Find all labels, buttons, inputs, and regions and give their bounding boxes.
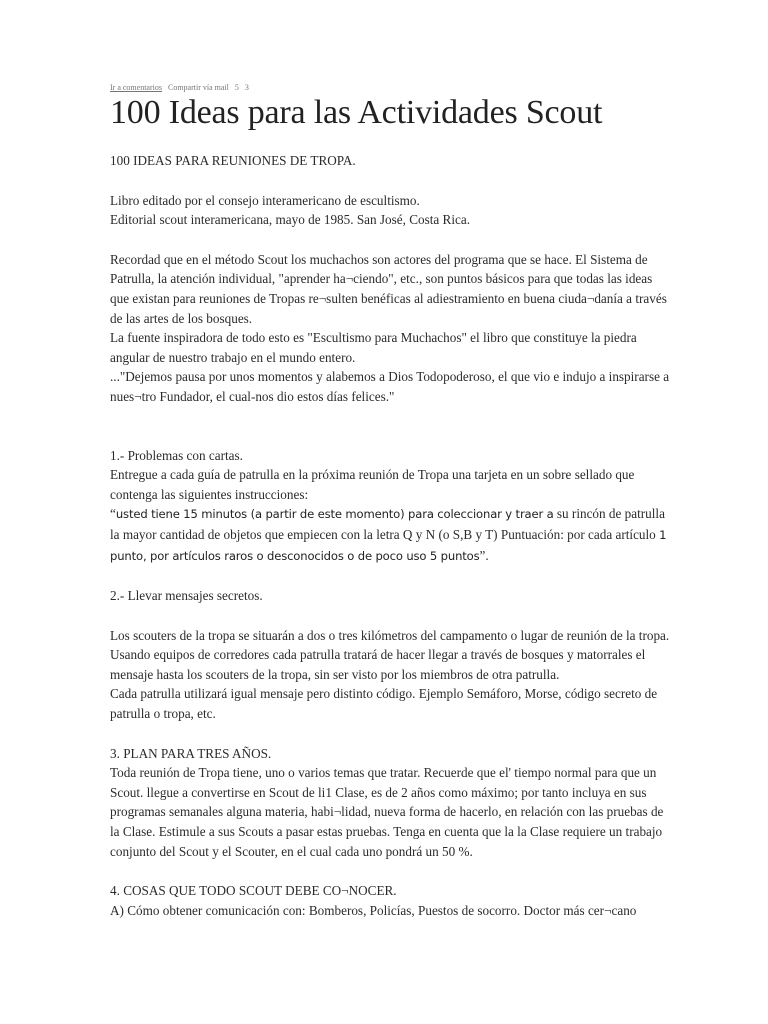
share-mail-link[interactable]: Compartir vía mail [167, 83, 229, 92]
section-2-paragraph-2: Usando equipos de corredores cada patrulla tratará de hacer llegar a través de bosques y matorrales el mensaje hasta los scouters de la tropa, sin ser visto por los miembros de otra patrulla. [110, 647, 646, 682]
section-1-instructions [110, 504, 670, 566]
page-title: 100 Ideas para las Actividades Scout [110, 94, 603, 131]
quote-close: ”. [479, 547, 489, 563]
section-1-paragraph: Entregue a cada guía de patrulla en la próxima reunión de Tropa una tarjeta en un sobre sellado que contenga las siguientes instrucciones: [110, 467, 635, 502]
section-2-heading: 2.- Llevar mensajes secretos. [110, 588, 263, 604]
count-b: 3 [244, 83, 249, 92]
section-2-paragraph-3: Cada patrulla utilizará igual mensaje pero distinto código. Ejemplo Semáforo, Morse, código secreto de patrulla o tropa, etc. [110, 686, 658, 722]
publication-line-2: Editorial scout interamericana, mayo de 1985. San José, Costa Rica. [110, 212, 470, 228]
intro-paragraph-2: La fuente inspiradora de todo esto es "Escultismo para Muchachos" el libro que constituye la piedra angular de nuestro trabajo en el mundo entero. [110, 330, 637, 365]
section-3-heading: 3. PLAN PARA TRES AÑOS. [110, 745, 272, 761]
instruction-text-3: 1 punto, por artículos raros o desconocidos o de poco uso 5 puntos [110, 527, 667, 563]
count-a: 5 [234, 83, 239, 92]
comments-link[interactable]: Ir a comentarios [110, 83, 162, 92]
subtitle: 100 IDEAS PARA REUNIONES DE TROPA. [110, 153, 356, 168]
section-4-heading: 4. COSAS QUE TODO SCOUT DEBE CO¬NOCER. [110, 883, 397, 899]
section-4-paragraph: A) Cómo obtener comunicación con: Bomberos, Policías, Puestos de socorro. Doctor más cer¬cano [110, 902, 637, 918]
intro-paragraph-3: ..."Dejemos pausa por unos momentos y alabemos a Dios Todopoderoso, el que vio e indujo a inspirarse a nues¬tro Fundador, el cual-nos dio estos días felices." [110, 369, 670, 404]
article-body [110, 151, 670, 920]
section-1-heading: 1.- Problemas con cartas. [110, 447, 243, 463]
section-3-paragraph: Toda reunión de Tropa tiene, uno o varios temas que tratar. Recuerde que el' tiempo normal para que un Scout. llegue a convertirse en Scout de li1 Clase, es de 2 años como máximo; por tanto incluya en sus programas semanales alguna materia, habi¬lidad, nueva forma de hacerlo, en relación con las pruebas de la Clase. Estimule a sus Scouts a pasar estas pruebas. Tenga en cuenta que la la Clase requiere un trabajo conjunto del Scout y el Scouter, en el cual cada uno pondrá un 50 %. [110, 765, 664, 859]
article-toolbar [110, 83, 249, 92]
publication-line-1: Libro editado por el consejo interamericano de escultismo. [110, 192, 420, 208]
intro-paragraph-1: Recordad que en el método Scout los muchachos son actores del programa que se hace. El Sistema de Patrulla, la atención individual, "aprender ha¬ciendo", etc., son puntos básicos para que todas las ideas que existan para reuniones de Tropas re¬sulten benéficas al adiestramiento en buena ciuda¬danía a través de las artes de los bosques. [110, 251, 667, 326]
instruction-text-1: usted tiene 15 minutos (a partir de este momento) para coleccionar y traer a [115, 507, 554, 522]
quote-open: “ [110, 506, 116, 522]
section-2-paragraph-1: Los scouters de la tropa se situarán a dos o tres kilómetros del campamento o lugar de reunión de la tropa. [110, 627, 670, 643]
instruction-text-2: su rincón de patrulla la mayor cantidad de objetos que empiecen con la letra Q y N (o S,B y T) Puntuación: por cada artículo [110, 506, 665, 542]
